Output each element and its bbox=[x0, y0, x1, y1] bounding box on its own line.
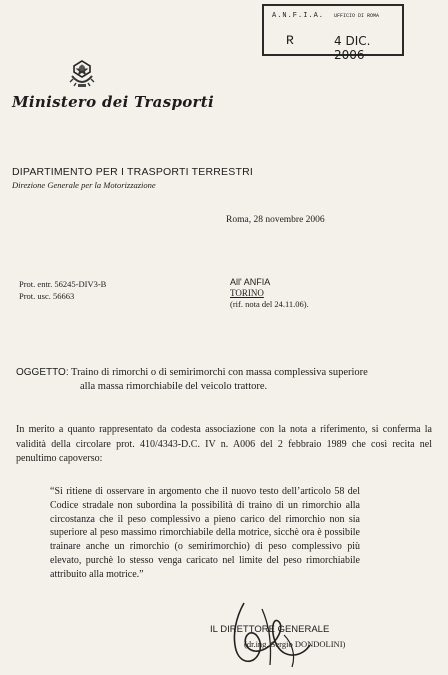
place-date: Roma, 28 novembre 2006 bbox=[226, 215, 325, 225]
stamp-letter: R bbox=[286, 33, 294, 48]
stamp-date: 4 DIC. 2006 bbox=[334, 34, 371, 62]
italian-republic-emblem-icon bbox=[67, 58, 97, 95]
recipient-city: TORINO bbox=[230, 288, 264, 298]
subject-line-1: Traino di rimorchi o di semirimorchi con massa complessiva superiore bbox=[71, 367, 368, 378]
handwritten-signature bbox=[222, 595, 322, 675]
signatory-title: IL DIRETTORE GENERALE bbox=[210, 624, 330, 635]
recipient-reference: (rif. nota del 24.11.06). bbox=[230, 299, 309, 309]
signatory-name: (dr.ing. Sergio DONDOLINI) bbox=[244, 639, 346, 649]
subject-block bbox=[16, 366, 436, 394]
stamp-organization: A.N.F.I.A. bbox=[272, 12, 325, 20]
recipient-name: All' ANFIA bbox=[230, 277, 271, 287]
protocol-exit: Prot. usc. 56663 bbox=[19, 291, 75, 301]
protocol-entry: Prot. entr. 56245-DIV3-B bbox=[19, 279, 107, 289]
department-name: DIPARTIMENTO PER I TRASPORTI TERRESTRI bbox=[12, 166, 253, 178]
quoted-paragraph: “Si ritiene di osservare in argomento che il nuovo testo dell’articolo 58 del Codice stradale non subordina la possibilità di traino di un rimorchio alla circostanza che il peso complessivo a pieno carico del rimorchio non sia superiore al peso massimo rimorchiabile della motrice, sicchè ora è possibile trainare anche un rimorchio (o semirimorchio) di peso complessivo più elevato, purchè lo stesso venga caricato nel limite del peso rimorchiabile attribuito alla motrice.” bbox=[50, 486, 360, 580]
subject-label: OGGETTO: bbox=[16, 367, 69, 378]
received-stamp bbox=[262, 4, 404, 62]
body-paragraph: In merito a quanto rappresentato da codesta associazione con la nota a riferimento, si conferma la validità della circolare prot. 410/4343-D.C. IV n. A006 del 2 febbraio 1989 che così recita nel penultimo capoverso: bbox=[16, 424, 432, 464]
stamp-office: UFFICIO DI ROMA bbox=[334, 13, 380, 19]
ministry-name: Ministero dei Trasporti bbox=[12, 93, 214, 111]
subject-line-2: alla massa rimorchiabile del veicolo trattore. bbox=[80, 381, 268, 392]
directorate-name: Direzione Generale per la Motorizzazione bbox=[12, 180, 156, 190]
